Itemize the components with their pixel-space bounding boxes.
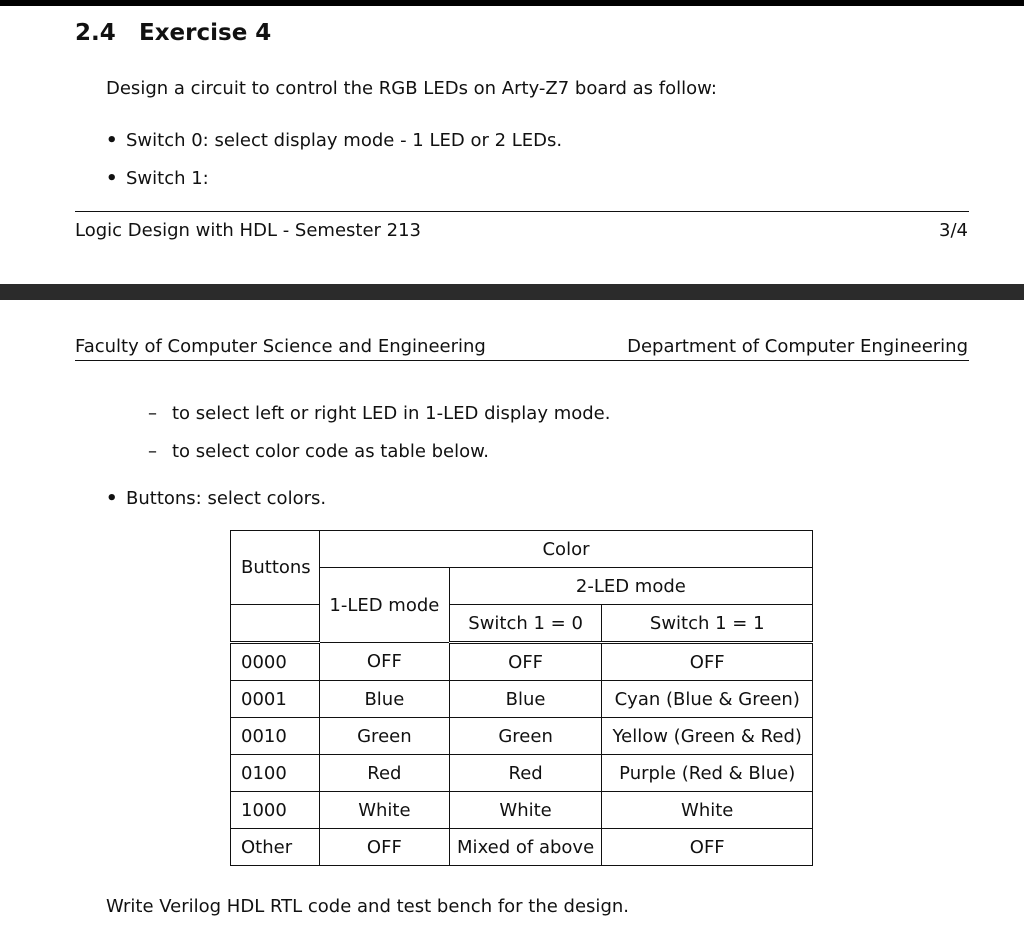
bullet-buttons xyxy=(106,488,326,509)
cell-buttons: 1000 xyxy=(231,792,320,829)
header-faculty: Faculty of Computer Science and Engineering xyxy=(75,336,486,357)
footer-course: Logic Design with HDL - Semester 213 xyxy=(75,220,422,241)
table-row xyxy=(231,829,813,866)
cell-switch1-1: Cyan (Blue & Green) xyxy=(602,681,813,718)
section-heading xyxy=(75,20,271,46)
header-department: Department of Computer Engineering xyxy=(627,336,968,357)
sub-item-text: to select left or right LED in 1-LED display mode. xyxy=(172,403,611,424)
cell-buttons: 0100 xyxy=(231,755,320,792)
cell-1-led: Blue xyxy=(319,681,449,718)
table-row xyxy=(231,681,813,718)
table-row xyxy=(231,792,813,829)
page-top-border xyxy=(0,0,1024,6)
bullet-text: Switch 0: select display mode - 1 LED or 2 LEDs. xyxy=(126,130,563,151)
cell-switch1-1: OFF xyxy=(602,643,813,681)
header-1-led-mode: 1-LED mode xyxy=(319,568,449,643)
cell-switch1-0: Blue xyxy=(449,681,602,718)
page-break-bar xyxy=(0,284,1024,300)
sub-item-text: to select color code as table below. xyxy=(172,441,489,462)
page-number: 3/4 xyxy=(939,220,968,241)
header-spacer xyxy=(231,605,320,643)
cell-switch1-0: White xyxy=(449,792,602,829)
sub-item-color-code xyxy=(148,441,489,462)
cell-buttons: 0000 xyxy=(231,643,320,681)
cell-1-led: OFF xyxy=(319,829,449,866)
bullet-switch-1 xyxy=(106,168,209,189)
section-title: Exercise 4 xyxy=(139,20,272,46)
bullet-dot: • xyxy=(106,130,118,151)
bullet-dot: • xyxy=(106,168,118,189)
table-row xyxy=(231,643,813,681)
cell-buttons: 0001 xyxy=(231,681,320,718)
cell-switch1-0: OFF xyxy=(449,643,602,681)
bullet-text: Buttons: select colors. xyxy=(126,488,327,509)
cell-switch1-1: White xyxy=(602,792,813,829)
table-row xyxy=(231,755,813,792)
cell-buttons: Other xyxy=(231,829,320,866)
header-color: Color xyxy=(319,531,812,568)
cell-switch1-1: Yellow (Green & Red) xyxy=(602,718,813,755)
cell-1-led: White xyxy=(319,792,449,829)
intro-paragraph: Design a circuit to control the RGB LEDs on Arty-Z7 board as follow: xyxy=(106,78,717,99)
dash-marker: – xyxy=(148,441,157,462)
cell-switch1-1: Purple (Red & Blue) xyxy=(602,755,813,792)
closing-paragraph: Write Verilog HDL RTL code and test bench for the design. xyxy=(106,896,629,917)
cell-1-led: Green xyxy=(319,718,449,755)
cell-switch1-0: Red xyxy=(449,755,602,792)
table-row xyxy=(231,718,813,755)
cell-switch1-0: Green xyxy=(449,718,602,755)
section-number: 2.4 xyxy=(75,20,116,46)
header-buttons: Buttons xyxy=(231,531,320,605)
cell-1-led: Red xyxy=(319,755,449,792)
cell-1-led: OFF xyxy=(319,643,449,681)
bullet-switch-0 xyxy=(106,130,562,151)
dash-marker: – xyxy=(148,403,157,424)
header-rule xyxy=(75,360,969,361)
header-switch1-1: Switch 1 = 1 xyxy=(602,605,813,643)
header-switch1-0: Switch 1 = 0 xyxy=(449,605,602,643)
footer-rule xyxy=(75,211,969,212)
cell-switch1-0: Mixed of above xyxy=(449,829,602,866)
header-2-led-mode: 2-LED mode xyxy=(449,568,812,605)
cell-switch1-1: OFF xyxy=(602,829,813,866)
sub-item-left-right xyxy=(148,403,610,424)
color-table xyxy=(230,530,813,866)
bullet-text: Switch 1: xyxy=(126,168,209,189)
bullet-dot: • xyxy=(106,488,118,509)
cell-buttons: 0010 xyxy=(231,718,320,755)
